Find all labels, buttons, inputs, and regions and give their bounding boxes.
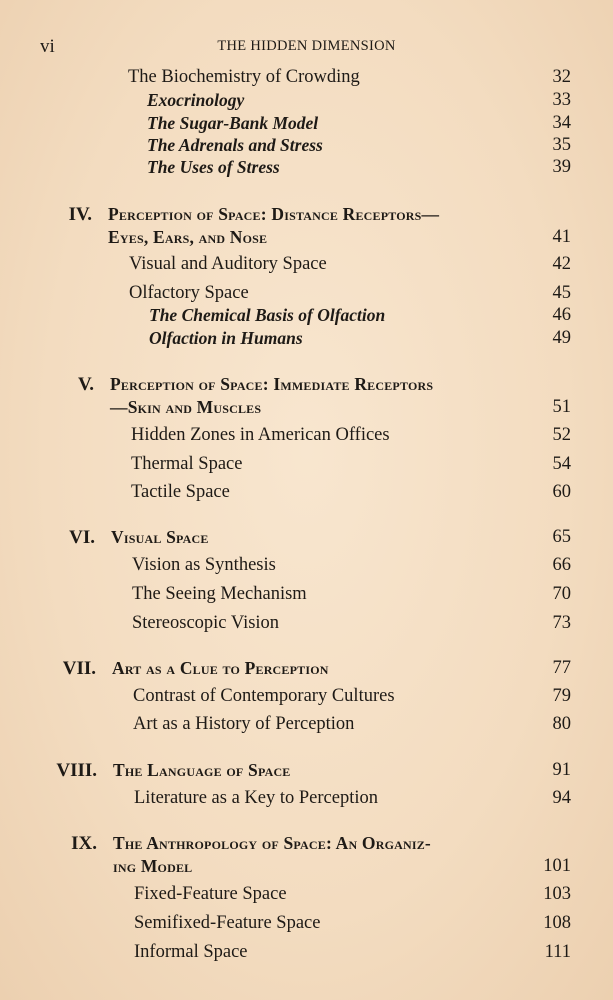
toc-chapter-cont (0, 227, 613, 253)
toc-entry (0, 714, 613, 740)
chapter-title: Perception of Space: Immediate Receptors (110, 374, 434, 394)
entry-page: 42 (552, 254, 571, 274)
chapter-numeral: IX. (71, 833, 97, 854)
entry-page: 94 (552, 788, 571, 808)
entry-page: 32 (552, 67, 571, 87)
entry-title: Informal Space (134, 942, 248, 962)
toc-entry (0, 913, 613, 939)
toc-entry (0, 328, 613, 354)
chapter-title: Art as a Clue to Perception (112, 658, 329, 678)
toc-chapter-cont (0, 397, 613, 423)
entry-title: Fixed-Feature Space (134, 884, 287, 904)
entry-page: 34 (552, 113, 571, 133)
entry-page: 45 (552, 283, 571, 303)
entry-page: 80 (552, 714, 571, 734)
entry-title: The Uses of Stress (147, 157, 280, 177)
entry-page: 108 (543, 913, 571, 933)
chapter-numeral: V. (77, 374, 94, 395)
chapter-title: The Anthropology of Space: An Organiz- (113, 833, 431, 853)
entry-title: Stereoscopic Vision (132, 613, 280, 633)
entry-title: Olfaction in Humans (149, 328, 303, 348)
entry-title: Exocrinology (147, 90, 245, 110)
entry-page: 39 (552, 157, 571, 177)
toc-chapter-cont (0, 856, 613, 882)
page-number: vi (40, 36, 55, 57)
entry-title: Olfactory Space (129, 283, 249, 303)
entry-page: 41 (552, 227, 571, 247)
entry-title: The Seeing Mechanism (132, 584, 307, 604)
entry-title: The Adrenals and Stress (147, 135, 323, 155)
toc-entry (0, 686, 613, 712)
toc-entry (0, 884, 613, 910)
entry-page: 101 (543, 856, 571, 876)
entry-page: 49 (552, 328, 571, 348)
toc-entry (0, 584, 613, 610)
entry-page: 66 (552, 555, 571, 575)
entry-page: 54 (552, 454, 571, 474)
toc-entry (0, 482, 613, 508)
toc-entry (0, 613, 613, 639)
toc-chapter (0, 658, 613, 684)
entry-title: The Chemical Basis of Olfaction (149, 305, 386, 325)
chapter-title-continued: ing Model (113, 856, 193, 876)
chapter-title: Visual Space (111, 527, 209, 547)
entry-page: 46 (552, 305, 571, 325)
entry-title: Literature as a Key to Perception (134, 788, 378, 808)
chapter-numeral: VI. (69, 527, 95, 548)
running-head: THE HIDDEN DIMENSION (217, 38, 396, 54)
chapter-numeral: IV. (68, 204, 92, 225)
entry-page: 35 (552, 135, 571, 155)
entry-page: 91 (552, 760, 571, 780)
entry-page: 103 (543, 884, 571, 904)
chapter-title-continued: —Skin and Muscles (110, 397, 262, 417)
chapter-title-continued: Eyes, Ears, and Nose (108, 227, 268, 247)
entry-title: Semifixed-Feature Space (134, 913, 321, 933)
entry-title: Tactile Space (131, 482, 230, 502)
entry-page: 77 (552, 658, 571, 678)
entry-title: The Biochemistry of Crowding (128, 67, 360, 87)
entry-page: 111 (544, 942, 571, 962)
toc-entry (0, 454, 613, 480)
entry-title: Thermal Space (131, 454, 243, 474)
toc-entry (0, 254, 613, 280)
entry-page: 33 (552, 90, 571, 110)
toc-entry (0, 942, 613, 968)
entry-title: The Sugar-Bank Model (147, 113, 319, 133)
entry-title: Contrast of Contemporary Cultures (133, 686, 395, 706)
entry-page: 60 (552, 482, 571, 502)
chapter-numeral: VIII. (56, 760, 97, 781)
toc-entry (0, 555, 613, 581)
entry-page: 73 (552, 613, 571, 633)
entry-page: 52 (552, 425, 571, 445)
entry-title: Art as a History of Perception (133, 714, 355, 734)
entry-title: Vision as Synthesis (132, 555, 276, 575)
chapter-numeral: VII. (62, 658, 96, 679)
entry-page: 79 (552, 686, 571, 706)
entry-page: 70 (552, 584, 571, 604)
toc-entry (0, 157, 613, 183)
entry-title: Visual and Auditory Space (129, 254, 327, 274)
toc-entry (0, 788, 613, 814)
entry-page: 65 (552, 527, 571, 547)
entry-page: 51 (552, 397, 571, 417)
entry-title: Hidden Zones in American Offices (131, 425, 390, 445)
toc-chapter (0, 527, 613, 553)
toc-entry (0, 425, 613, 451)
chapter-title: Perception of Space: Distance Receptors— (108, 204, 440, 224)
chapter-title: The Language of Space (113, 760, 291, 780)
toc-chapter (0, 760, 613, 786)
